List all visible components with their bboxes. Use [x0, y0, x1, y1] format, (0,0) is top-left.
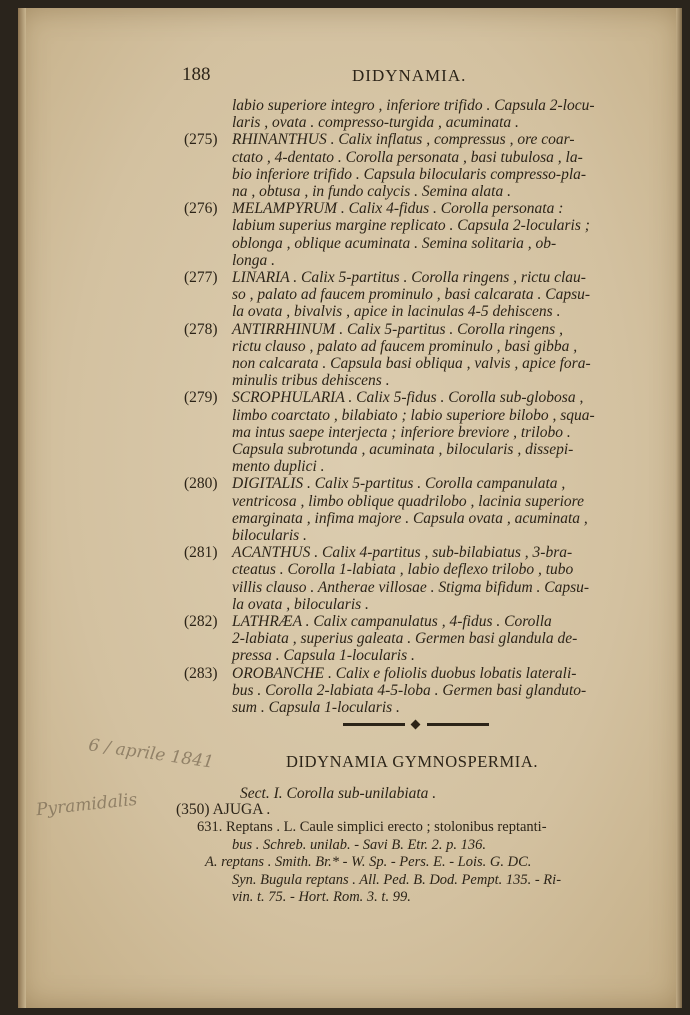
entry-line: ANTIRRHINUM . Calix 5-partitus . Corolla ringens , — [232, 320, 563, 338]
entry-line: pressa . Capsula 1-locularis . — [232, 647, 415, 665]
entry-line: so , palato ad faucem prominulo , basi calcarata . Capsu- — [232, 286, 591, 304]
entry-number: (276) — [184, 200, 218, 218]
entry-line: emarginata , infima majore . Capsula ovata , acuminata , — [232, 509, 588, 527]
entry-line: rictu clauso , palato ad faucem prominulo , basi gibba , — [232, 337, 578, 355]
species-line: vin. t. 75. - Hort. Rom. 3. t. 99. — [232, 889, 411, 905]
entry-line: 2-labiata , superius galeata . Germen basi glandula de- — [232, 630, 578, 648]
entry-line: bio inferiore trifido . Capsula bilocularis compresso-pla- — [232, 165, 587, 183]
entry-number: (280) — [184, 475, 218, 493]
entry-line: villis clauso . Antherae villosae . Stigma bifidum . Capsu- — [232, 578, 590, 596]
handwritten-note: Pyramidalis — [35, 789, 139, 821]
entry-line: limbo coarctato , bilabiato ; labio superiore bilobo , squa- — [232, 406, 595, 424]
entry-line: ctato , 4-dentato . Corolla personata , basi tubulosa , la- — [232, 148, 583, 166]
entry-line: oblonga , oblique acuminata . Semina solitaria , ob- — [232, 234, 557, 252]
entry-line: Capsula subrotunda , acuminata , bilocularis , dissepi- — [232, 441, 574, 458]
entry-line: non calcarata . Capsula basi obliqua , valvis , apice fora- — [232, 355, 591, 372]
entry-line: laris , ovata . compresso-turgida , acuminata . — [232, 114, 519, 132]
ornamental-rule — [343, 719, 489, 729]
section-heading: DIDYNAMIA GYMNOSPERMIA. — [286, 752, 539, 771]
entry-line: la ovata , bilocularis . — [232, 595, 369, 613]
entry-line: DIGITALIS . Calix 5-partitus . Corolla campanulata , — [232, 475, 566, 493]
entry-line: labium superius margine replicato . Capsula 2-locularis ; — [232, 217, 590, 235]
entry-line: bus . Corolla 2-labiata 4-5-loba . Germen basi glanduto- — [232, 681, 587, 699]
entry-number: (279) — [184, 389, 218, 407]
page-edge — [676, 8, 682, 1008]
entry-number: (281) — [184, 544, 218, 562]
handwritten-date: 6 / aprile 1841 — [87, 735, 215, 773]
entry-line: LINARIA . Calix 5-partitus . Corolla ringens , rictu clau- — [232, 269, 586, 286]
species-line: bus . Schreb. unilab. - Savi B. Etr. 2. p. 136. — [232, 836, 486, 853]
entry-line: RHINANTHUS . Calix inflatus , compressus , ore coar- — [232, 131, 575, 149]
section-subheading: Sect. I. Corolla sub-unilabiata . — [240, 785, 437, 802]
entry-line: ma intus saepe interjecta ; inferiore breviore , trilobo . — [232, 423, 571, 441]
page-number: 188 — [182, 64, 211, 85]
species-line: A. reptans . Smith. Br.* - W. Sp. - Pers. E. - Lois. G. DC. — [205, 854, 532, 870]
species-line: 631. Reptans . L. Caule simplici erecto ; stolonibus reptanti- — [197, 819, 547, 835]
entry-line: ACANTHUS . Calix 4-partitus , sub-bilabiatus , 3-bra- — [232, 544, 573, 562]
entry-line: sum . Capsula 1-locularis . — [232, 699, 400, 716]
entry-line: LATHRÆA . Calix campanulatus , 4-fidus . Corolla — [232, 613, 552, 630]
genus-heading: (350) AJUGA . — [176, 801, 271, 818]
species-line: Syn. Bugula reptans . All. Ped. B. Dod. Pempt. 135. - Ri- — [232, 871, 562, 888]
entry-line: bilocularis . — [232, 527, 307, 544]
entry-line: MELAMPYRUM . Calix 4-fidus . Corolla personata : — [232, 200, 564, 218]
entry-line: la ovata , bivalvis , apice in lacinulas 4-5 dehiscens . — [232, 303, 561, 321]
entry-line: SCROPHULARIA . Calix 5-fidus . Corolla sub-globosa , — [232, 389, 584, 407]
entry-line: minulis tribus dehiscens . — [232, 372, 390, 390]
entry-number: (278) — [184, 320, 218, 338]
running-head: DIDYNAMIA. — [352, 66, 467, 85]
entry-number: (283) — [184, 664, 218, 682]
entry-line: OROBANCHE . Calix e foliolis duobus lobatis laterali- — [232, 664, 577, 682]
entry-line: mento duplici . — [232, 458, 325, 476]
entry-line: labio superiore integro , inferiore trifido . Capsula 2-locu- — [232, 97, 595, 114]
page-gutter — [18, 8, 26, 1008]
entry-number: (275) — [184, 131, 218, 149]
entry-number: (282) — [184, 613, 218, 630]
entry-line: na , obtusa , in fundo calycis . Semina alata . — [232, 183, 511, 200]
entry-line: cteatus . Corolla 1-labiata , labio deflexo trilobo , tubo — [232, 561, 574, 579]
entry-line: ventricosa , limbo oblique quadrilobo , lacinia superiore — [232, 492, 585, 510]
entry-number: (277) — [184, 269, 218, 286]
entry-line: longa . — [232, 251, 276, 269]
